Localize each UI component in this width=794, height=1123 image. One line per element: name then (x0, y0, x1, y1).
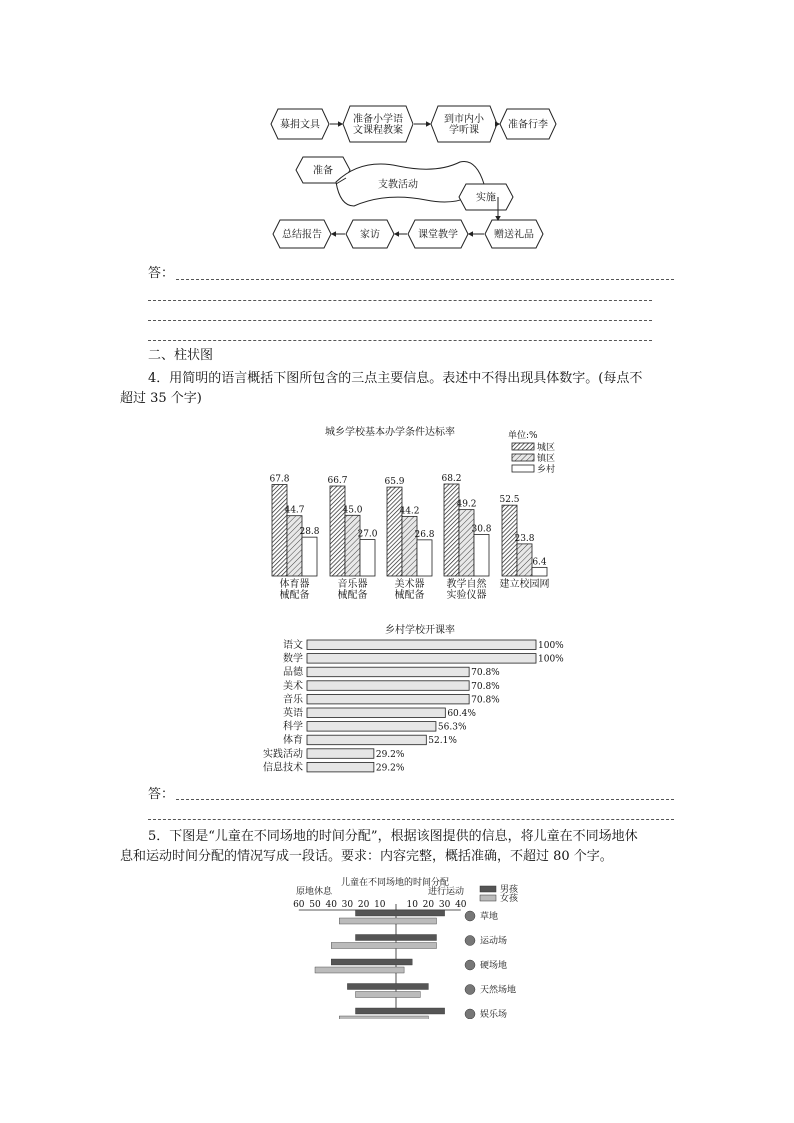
legend-swatch (512, 465, 534, 472)
bar-value-label: 56.3% (437, 722, 467, 733)
course-bar (307, 667, 469, 677)
legend-swatch (512, 443, 534, 450)
left-axis-label: 原地休息 (296, 887, 333, 897)
time-bar-女孩 (315, 967, 404, 973)
legend-swatch (480, 895, 496, 901)
q3-answer-label: 答： (148, 266, 175, 281)
bar-value-label: 29.2% (375, 763, 405, 774)
answer-line[interactable] (176, 279, 674, 280)
category-label: 硬场地 (480, 961, 508, 971)
answer-line[interactable] (148, 340, 652, 341)
bar-value-label: 23.8 (514, 533, 535, 544)
course-bar (307, 762, 374, 772)
category-label: 天然场地 (480, 985, 517, 996)
flow-arrowhead (469, 232, 473, 236)
time-bar-男孩 (356, 935, 437, 941)
flow-node-label: 文课程教案 (353, 125, 403, 136)
bar-value-label: 60.4% (447, 709, 476, 719)
bar-value-label: 27.0 (357, 529, 378, 540)
course-bar (307, 654, 536, 664)
category-label: 械配备 (394, 590, 425, 601)
flow-node-label: 支教活动 (378, 179, 418, 191)
flow-arrowhead (426, 122, 430, 126)
venue-icon (465, 936, 475, 946)
flow-node-label: 准备行李 (508, 119, 548, 131)
bar-城区 (387, 487, 402, 576)
urban-rural-standard-rate-chart (250, 420, 570, 610)
category-label: 美术 (283, 680, 303, 692)
bar-镇区 (345, 515, 360, 576)
course-bar (307, 708, 445, 718)
legend-swatch (480, 886, 496, 892)
rural-course-rate-chart (250, 620, 580, 780)
bar-value-label: 52.5 (499, 495, 520, 506)
category-label: 运动场 (480, 936, 508, 947)
bar-乡村 (532, 567, 547, 576)
course-bar (307, 722, 436, 732)
right-axis-label: 进行运动 (428, 887, 465, 897)
flow-node-label: 总结报告 (282, 229, 322, 241)
category-label: 信息技术 (263, 762, 303, 774)
bar-镇区 (459, 510, 474, 576)
course-bar (307, 749, 374, 759)
flow-node-label: 家访 (360, 229, 380, 241)
q4-text-line1: 4．用简明的语言概括下图所包含的三点主要信息。表述中不得出现具体数字。(每点不 (148, 371, 643, 386)
bar-城区 (272, 485, 287, 576)
bar-value-label: 70.8% (471, 695, 500, 706)
flow-node-label: 准备 (313, 165, 333, 177)
bar-value-label: 70.8% (471, 668, 500, 679)
flow-arrowhead (332, 232, 336, 236)
answer-line[interactable] (148, 819, 674, 820)
category-label: 音乐 (283, 694, 303, 706)
q4-text-line2: 超过 35 个字) (120, 391, 202, 406)
flow-node-label: 募捐文具 (280, 119, 320, 131)
bar-城区 (444, 484, 459, 576)
flow-arrowhead (496, 216, 500, 220)
flow-node-label: 学听课 (449, 125, 479, 136)
bar-value-label: 66.7 (327, 476, 348, 487)
tick-label: 60 (293, 900, 305, 910)
course-bar (307, 640, 536, 650)
bar-镇区 (287, 516, 302, 576)
chart-unit: 单位:% (508, 431, 538, 441)
venue-icon (465, 960, 475, 970)
tick-label: 10 (374, 900, 386, 910)
bar-镇区 (517, 544, 532, 576)
time-bar-男孩 (347, 984, 428, 990)
category-label: 品德 (283, 667, 303, 679)
category-label: 械配备 (279, 590, 310, 601)
venue-icon (465, 985, 475, 995)
bar-value-label: 100% (538, 654, 564, 665)
q4-answer-label: 答： (148, 787, 175, 802)
bar-value-label: 49.2 (456, 499, 477, 510)
category-label: 音乐器 (337, 579, 368, 590)
bar-value-label: 100% (538, 641, 564, 651)
flow-node-label: 实施 (476, 192, 496, 204)
time-bar-女孩 (339, 1016, 428, 1019)
bar-镇区 (402, 516, 417, 576)
chart-title: 乡村学校开课率 (385, 625, 455, 636)
bar-乡村 (360, 540, 375, 576)
category-label: 实验仪器 (446, 590, 487, 601)
legend-label: 乡村 (537, 465, 556, 475)
venue-icon (465, 911, 475, 921)
support-teaching-flowchart (266, 100, 566, 260)
tick-label: 50 (309, 900, 321, 910)
legend-label: 镇区 (537, 454, 556, 464)
bar-value-label: 67.8 (269, 474, 290, 485)
tick-label: 20 (357, 900, 370, 910)
flow-arrowhead (495, 122, 499, 126)
course-bar (307, 694, 469, 704)
tick-label: 30 (341, 900, 354, 910)
bar-value-label: 26.8 (414, 529, 435, 540)
flow-node-label: 课堂教学 (418, 229, 458, 241)
bar-value-label: 68.2 (441, 474, 462, 484)
bar-value-label: 44.2 (399, 506, 420, 517)
q5-text-line1: 5．下图是“儿童在不同场地的时间分配”，根据该图提供的信息，将儿童在不同场地休 (148, 829, 638, 844)
time-bar-女孩 (339, 918, 436, 924)
time-bar-男孩 (356, 910, 445, 916)
flow-arrowhead (395, 232, 399, 236)
legend-label: 女孩 (500, 894, 519, 904)
tick-label: 20 (422, 900, 435, 910)
time-bar-男孩 (356, 1008, 445, 1014)
bar-value-label: 70.8% (471, 681, 500, 692)
answer-line[interactable] (148, 320, 652, 321)
chart-title: 儿童在不同场地的时间分配 (340, 878, 450, 888)
course-bar (307, 681, 469, 691)
time-bar-男孩 (331, 959, 412, 965)
flow-arrowhead (338, 122, 342, 126)
flow-node-label: 准备小学语 (353, 114, 403, 125)
children-time-allocation-chart (290, 874, 540, 1019)
bar-value-label: 6.4 (532, 557, 547, 568)
venue-icon (465, 1009, 475, 1019)
answer-line[interactable] (176, 799, 674, 800)
bar-value-label: 45.0 (342, 505, 363, 516)
category-label: 建立校园网 (499, 579, 550, 590)
category-label: 实践活动 (263, 748, 303, 760)
time-bar-女孩 (331, 943, 436, 949)
category-label: 草地 (480, 912, 499, 922)
category-label: 美术器 (394, 579, 425, 590)
bar-城区 (330, 486, 345, 576)
bar-乡村 (417, 540, 432, 576)
category-label: 教学自然 (446, 579, 487, 590)
category-label: 体育 (283, 735, 303, 747)
bar-乡村 (302, 537, 317, 576)
course-bar (307, 735, 426, 745)
category-label: 数学 (283, 653, 303, 665)
category-label: 械配备 (337, 590, 368, 601)
flow-node-label: 到市内小 (444, 114, 484, 125)
tick-label: 40 (455, 900, 467, 910)
tick-label: 40 (325, 900, 337, 910)
category-label: 英语 (283, 708, 303, 719)
bar-value-label: 52.1% (428, 736, 457, 747)
category-label: 体育器 (279, 579, 310, 590)
legend-swatch (512, 454, 534, 461)
category-label: 科学 (283, 721, 303, 733)
flow-node-label: 赠送礼品 (494, 229, 534, 241)
bar-乡村 (474, 534, 489, 576)
tick-label: 10 (406, 900, 418, 910)
bar-value-label: 44.7 (284, 505, 305, 516)
bar-value-label: 29.2% (375, 749, 405, 760)
chart-title: 城乡学校基本办学条件达标率 (325, 427, 455, 438)
category-label: 娱乐场 (480, 1010, 508, 1019)
section-title: 二、柱状图 (148, 348, 214, 363)
time-bar-女孩 (356, 992, 421, 998)
legend-label: 男孩 (500, 885, 519, 895)
bar-value-label: 30.8 (471, 524, 492, 535)
bar-value-label: 28.8 (299, 527, 320, 538)
tick-label: 30 (438, 900, 451, 910)
legend-label: 城区 (537, 443, 556, 453)
bar-value-label: 65.9 (384, 477, 405, 488)
answer-line[interactable] (148, 300, 652, 301)
category-label: 语文 (283, 640, 303, 651)
q5-text-line2: 息和运动时间分配的情况写成一段话。要求：内容完整，概括准确，不超过 80 个字。 (120, 849, 613, 864)
